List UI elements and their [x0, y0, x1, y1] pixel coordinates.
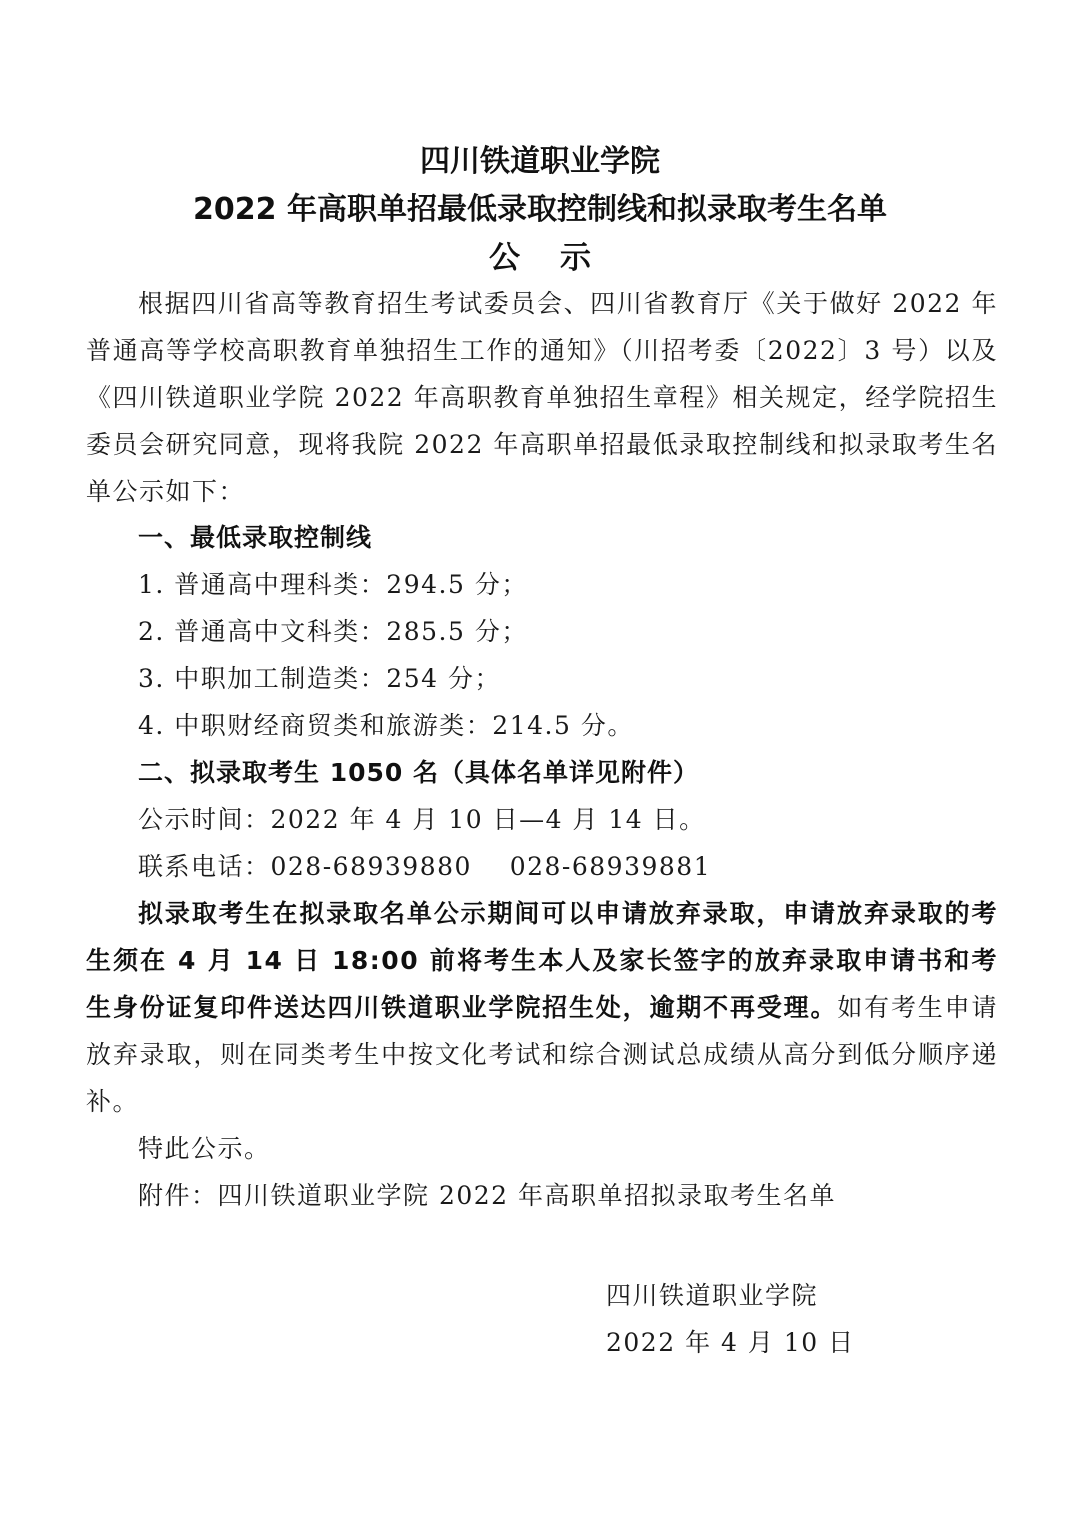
withdrawal-notice-bold: 拟录取考生在拟录取名单公示期间可以申请放弃录取，申请放弃录取的考生须在 4 月 14 日 18:00 前将考生本人及家长签字的放弃录取申请书和考生身份证复印件送达四川铁道职业学院招生处，逾期不再受理。: [86, 899, 998, 1022]
score-line-4: 4. 中职财经商贸类和旅游类：214.5 分。: [138, 711, 634, 740]
signature-date: 2022 年 4 月 10 日: [606, 1328, 855, 1357]
section2-heading: 二、拟录取考生 1050 名（具体名单详见附件）: [138, 758, 699, 787]
score-line-2: 2. 普通高中文科类：285.5 分；: [138, 617, 528, 646]
document-title-institution: 四川铁道职业学院: [420, 144, 660, 179]
document-title-subject: 2022 年高职单招最低录取控制线和拟录取考生名单: [193, 192, 887, 227]
contact-phone: 联系电话：028-68939880 028-68939881: [138, 852, 712, 881]
closing-line: 特此公示。: [138, 1134, 271, 1163]
signature-org: 四川铁道职业学院: [606, 1281, 819, 1310]
document-title-notice: 公示: [489, 240, 631, 276]
notice-period: 公示时间：2022 年 4 月 10 日—4 月 14 日。: [138, 805, 706, 834]
attachment-line: 附件：四川铁道职业学院 2022 年高职单招拟录取考生名单: [138, 1181, 837, 1210]
withdrawal-notice-paragraph: [86, 890, 998, 1125]
intro-paragraph: 根据四川省高等教育招生考试委员会、四川省教育厅《关于做好 2022 年普通高等学校高职教育单独招生工作的通知》（川招考委〔2022〕3 号）以及《四川铁道职业学院 2022 年高职教育单独招生章程》相关规定，经学院招生委员会研究同意，现将我院 2022 年高职单招最低录取控制线和拟录取考生名单公示如下：: [86, 289, 998, 506]
withdrawal-notice-normal: 如有考生申请放弃录取，则在同类考生中按文化考试和综合测试总成绩从高分到低分顺序递补。: [86, 993, 998, 1116]
score-line-1: 1. 普通高中理科类：294.5 分；: [138, 570, 528, 599]
section1-heading: 一、最低录取控制线: [138, 523, 373, 552]
score-line-3: 3. 中职加工制造类：254 分；: [138, 664, 501, 693]
